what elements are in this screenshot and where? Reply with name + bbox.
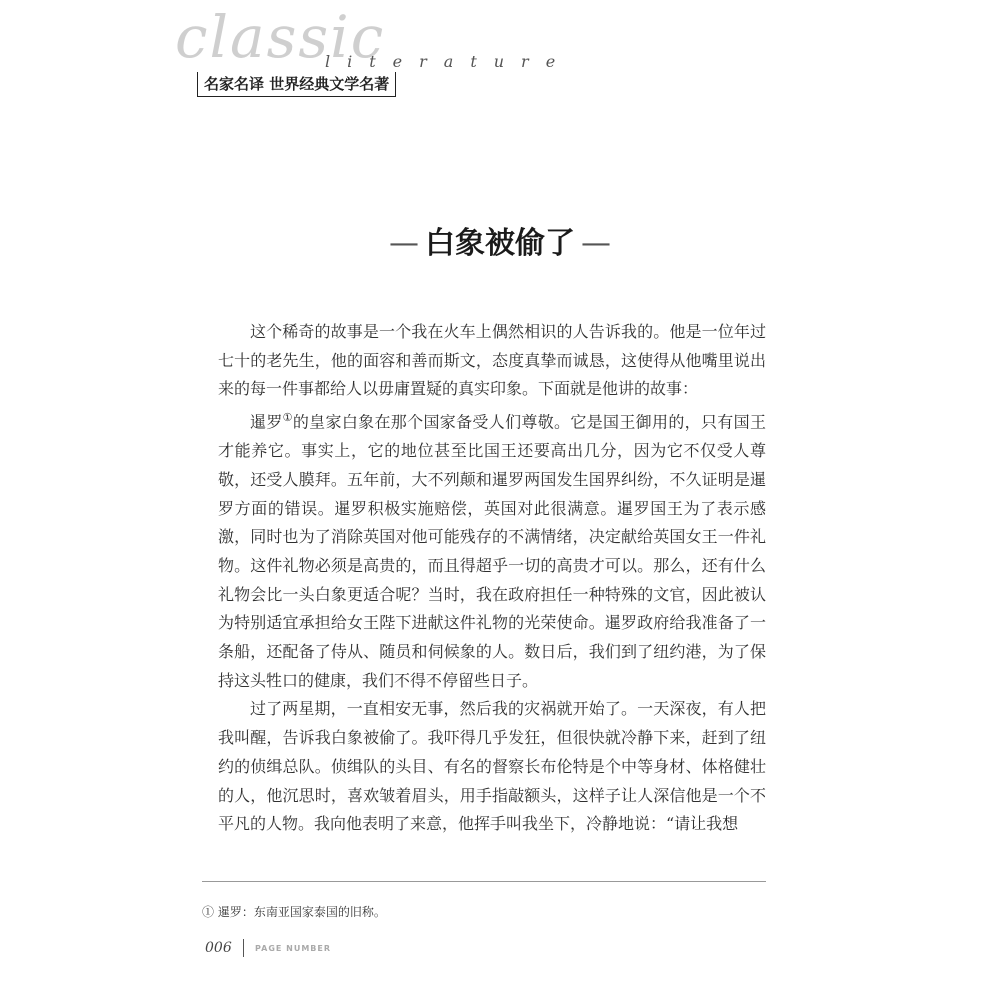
paragraph-text: 这个稀奇的故事是一个我在火车上偶然相识的人告诉我的。他是一位年过七十的老先生，他的面容和善而斯文，态度真挚而诚恳，这使得从他嘴里说出来的每一件事都给人以毋庸置疑的真实印象。下面就是他讲的故事： — [218, 322, 766, 399]
paragraph-1 — [218, 318, 766, 404]
chapter-title-block — [0, 218, 1000, 262]
paragraph-text: 过了两星期，一直相安无事，然后我的灾祸就开始了。一天深夜，有人把我叫醒，告诉我白象被偷了。我吓得几乎发狂，但很快就冷静下来，赶到了纽约的侦缉总队。侦缉队的头目、有名的督察长布伦特是个中等身材、体格健壮的人，他沉思时，喜欢皱着眉头，用手指敲额头，这样子让人深信他是一个不平凡的人物。我向他表明了来意，他挥手叫我坐下，冷静地说：“请让我想 — [218, 699, 766, 834]
footnote-marker[interactable]: ① — [282, 411, 293, 425]
page-number: 006 — [205, 940, 232, 956]
header-subtitle: literature — [325, 52, 573, 71]
body-text — [218, 318, 766, 839]
title-dash-right: — — [581, 226, 611, 261]
paragraph-text: 的皇家白象在那个国家备受人们尊敬。它是国王御用的，只有国王才能养它。事实上，它的地位甚至比国王还要高出几分，因为它不仅受人尊敬，还受人膜拜。五年前，大不列颠和暹罗两国发生国界纠纷，不久证明是暹罗方面的错误。暹罗积极实施赔偿，英国对此很满意。暹罗国王为了表示感激，同时也为了消除英国对他可能残存的不满情绪，决定献给英国女王一件礼物。这件礼物必须是高贵的，而且得超乎一切的高贵才可以。那么，还有什么礼物会比一头白象更适合呢？当时，我在政府担任一种特殊的文官，因此被认为特别适宜承担给女王陛下进献这件礼物的光荣使命。暹罗政府给我准备了一条船，还配备了侍从、随员和伺候象的人。数日后，我们到了纽约港，为了保持这头牲口的健康，我们不得不停留些日子。 — [218, 412, 766, 690]
page-number-separator — [243, 939, 244, 957]
title-dash-left: — — [389, 226, 419, 261]
page-number-label: PAGE NUMBER — [255, 944, 332, 953]
paragraph-lead: 暹罗 — [250, 412, 283, 432]
classic-logo: classic — [175, 3, 386, 71]
footnote: ① 暹罗：东南亚国家泰国的旧称。 — [202, 905, 386, 919]
footnote-divider — [202, 881, 766, 882]
series-title: 名家名译 世界经典文学名著 — [197, 72, 396, 97]
paragraph-2 — [218, 404, 766, 695]
paragraph-3 — [218, 695, 766, 839]
chapter-title: 白象被偷了 — [425, 226, 575, 261]
